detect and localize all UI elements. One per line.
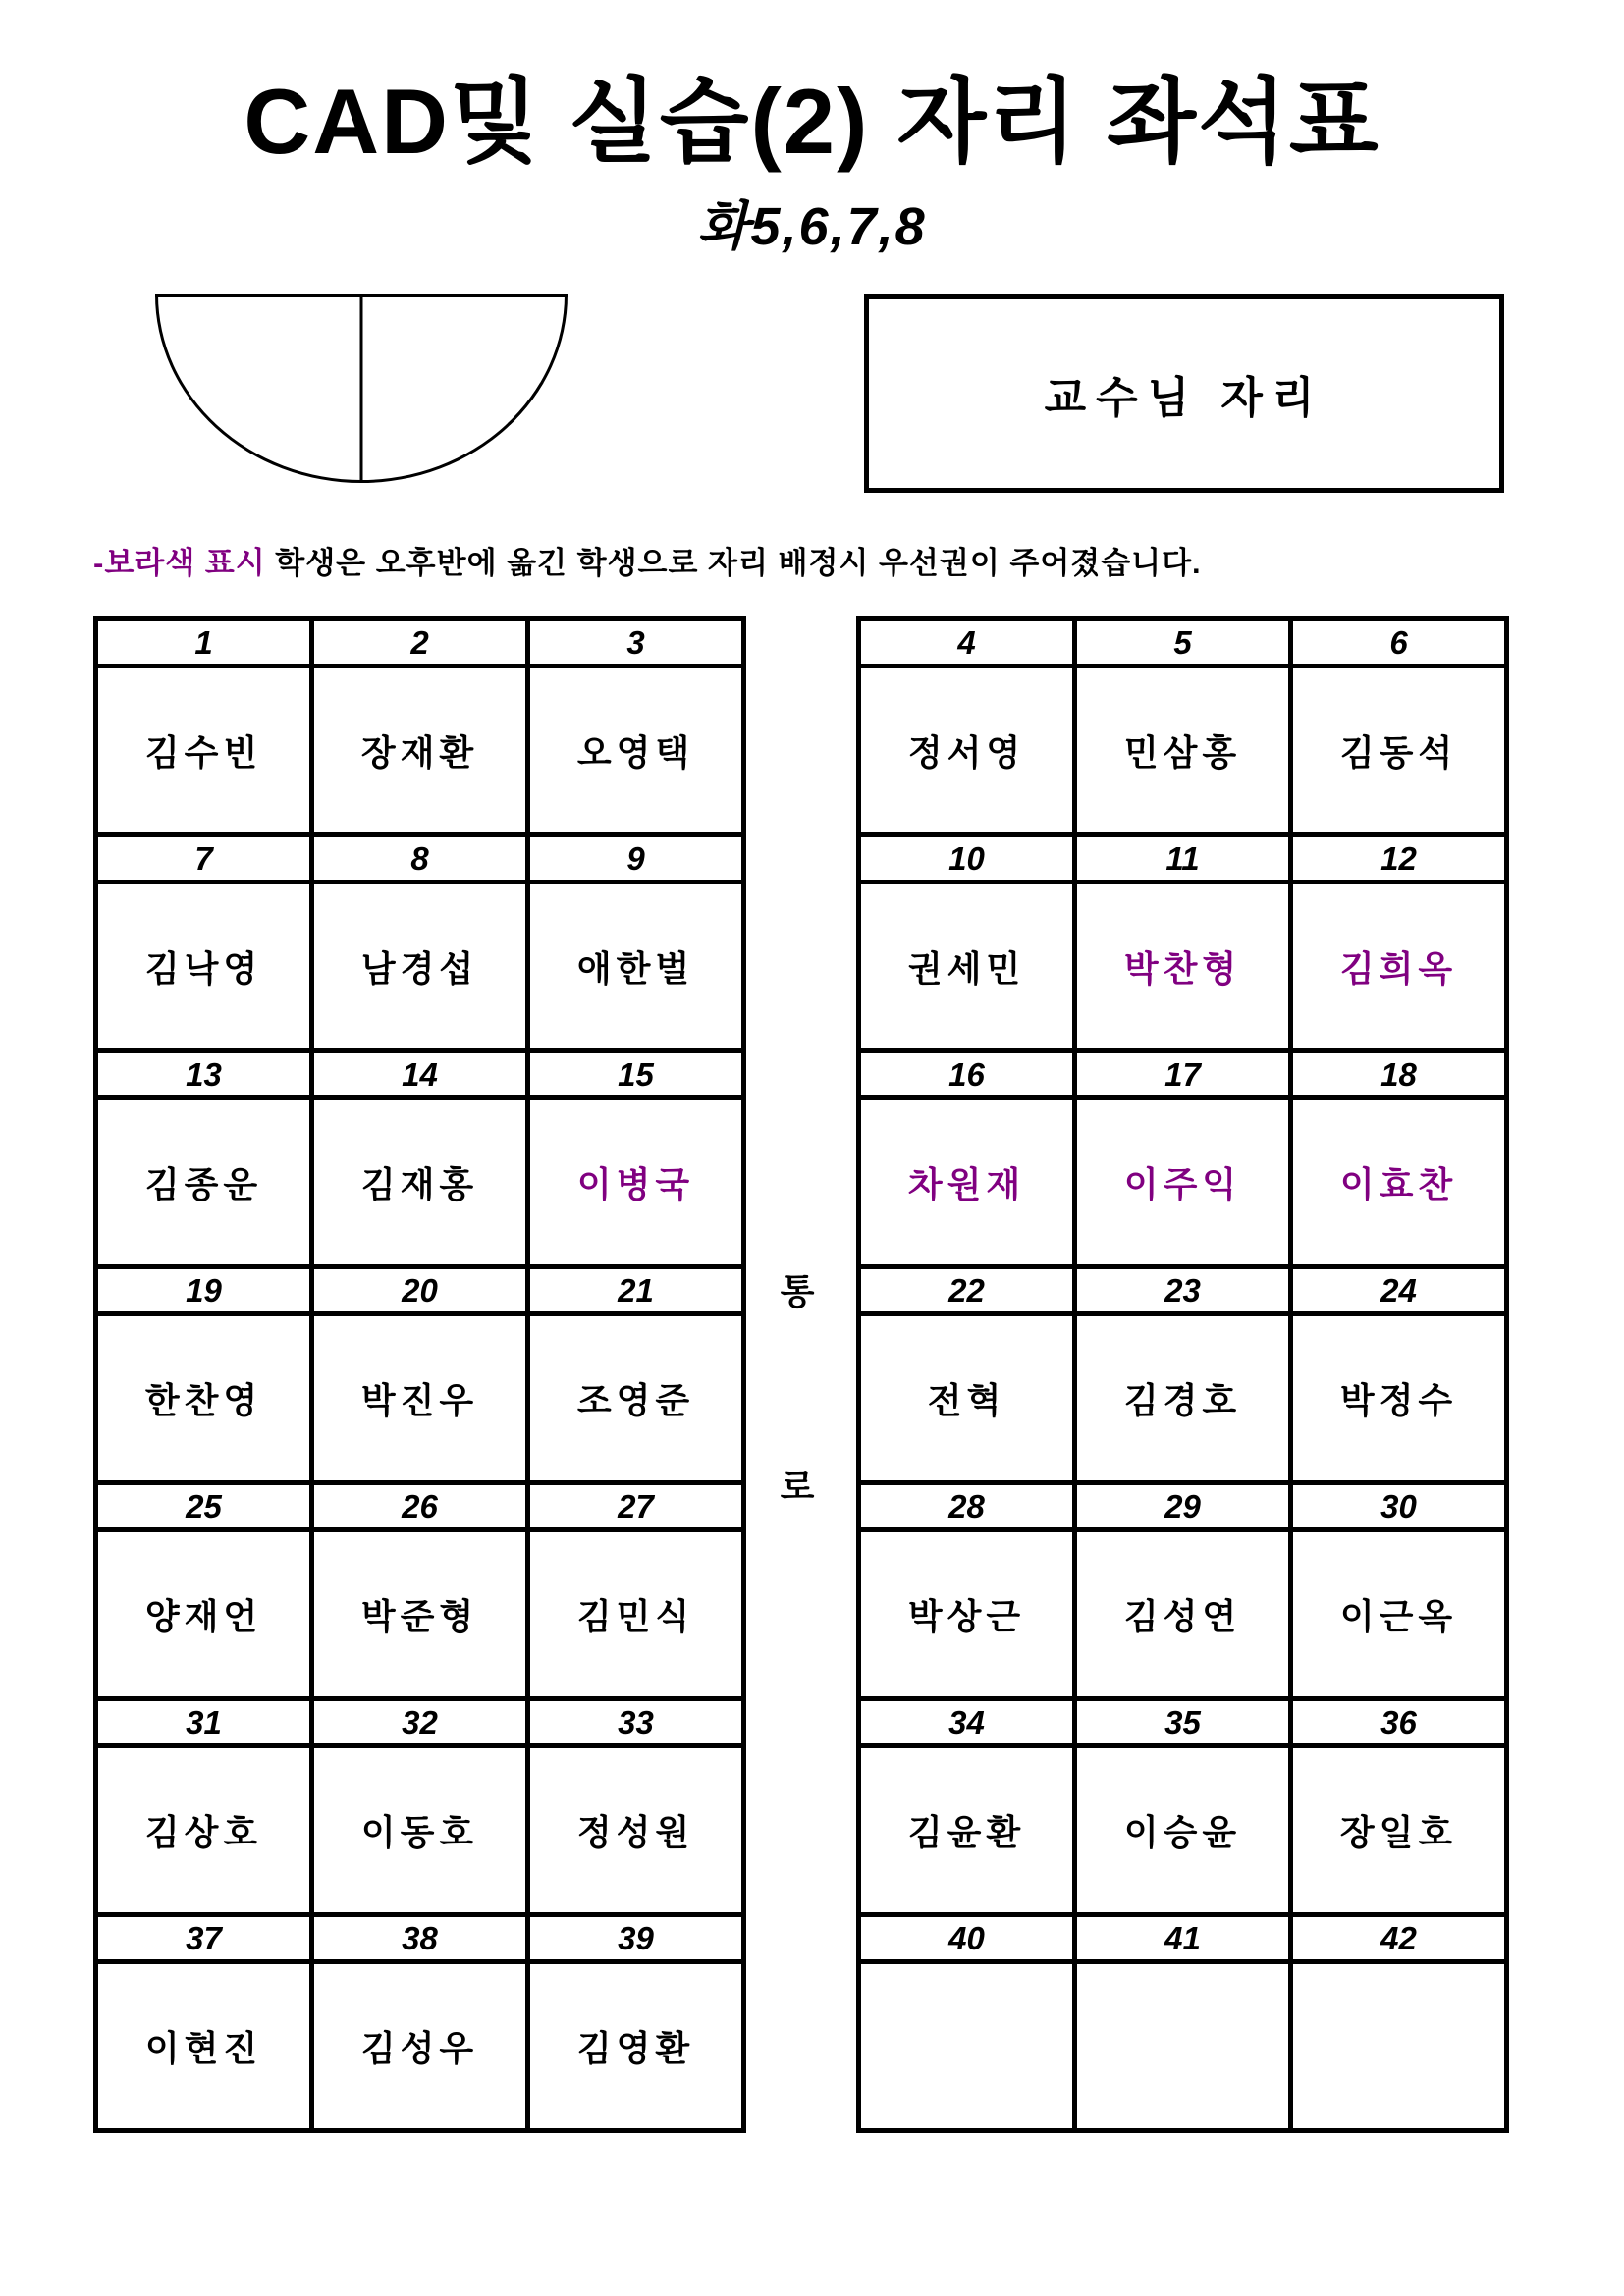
seat-number: 2 (312, 619, 528, 667)
seat-name: 이동호 (312, 1746, 528, 1915)
seat-number: 12 (1291, 835, 1507, 882)
seat-number: 13 (96, 1051, 312, 1098)
seat-number: 35 (1075, 1699, 1291, 1746)
seat-name: 김윤환 (859, 1746, 1075, 1915)
seat-grid-left (93, 616, 746, 2133)
seat-name: 김동석 (1291, 667, 1507, 835)
seat-number-row (859, 1699, 1507, 1746)
seat-number: 23 (1075, 1267, 1291, 1314)
seat-name: 박준형 (312, 1530, 528, 1699)
seat-name-row (859, 1098, 1507, 1267)
seat-number-row (96, 1267, 744, 1314)
seat-number: 39 (528, 1915, 744, 1962)
seat-name-row (96, 1746, 744, 1915)
seat-number-row (859, 835, 1507, 882)
seat-name-row (96, 1962, 744, 2131)
seat-name: 김수빈 (96, 667, 312, 835)
seat-name-row (96, 1098, 744, 1267)
seat-number-row (859, 1267, 1507, 1314)
seat-name: 이병국 (528, 1098, 744, 1267)
seat-name: 조영준 (528, 1314, 744, 1483)
seat-name: 한찬영 (96, 1314, 312, 1483)
seat-number-row (96, 835, 744, 882)
seat-number-row (859, 1483, 1507, 1530)
seat-name: 장일호 (1291, 1746, 1507, 1915)
seat-number: 5 (1075, 619, 1291, 667)
seat-name: 김낙영 (96, 882, 312, 1051)
seat-name: 박찬형 (1075, 882, 1291, 1051)
seat-name: 남경섭 (312, 882, 528, 1051)
seat-number: 19 (96, 1267, 312, 1314)
seat-number-row (96, 1483, 744, 1530)
seat-grid-right (856, 616, 1509, 2133)
seat-number: 40 (859, 1915, 1075, 1962)
seat-name-row (859, 1962, 1507, 2131)
seat-number: 6 (1291, 619, 1507, 667)
seat-name: 박진우 (312, 1314, 528, 1483)
seat-name: 정성원 (528, 1746, 744, 1915)
seat-number: 22 (859, 1267, 1075, 1314)
seat-number: 41 (1075, 1915, 1291, 1962)
seat-number: 3 (528, 619, 744, 667)
seat-number: 37 (96, 1915, 312, 1962)
seat-number: 27 (528, 1483, 744, 1530)
seat-name: 이근옥 (1291, 1530, 1507, 1699)
seat-name: 정서영 (859, 667, 1075, 835)
professor-seat-box (864, 294, 1504, 493)
seat-number: 30 (1291, 1483, 1507, 1530)
seat-number-row (96, 1915, 744, 1962)
seat-name: 장재환 (312, 667, 528, 835)
seat-name: 김상호 (96, 1746, 312, 1915)
seat-number: 34 (859, 1699, 1075, 1746)
seat-number: 4 (859, 619, 1075, 667)
seat-number: 32 (312, 1699, 528, 1746)
seat-number: 29 (1075, 1483, 1291, 1530)
seat-name-row (96, 1530, 744, 1699)
seat-name-row (859, 667, 1507, 835)
aisle-char-bottom: 로 (780, 1467, 815, 1507)
seat-number: 7 (96, 835, 312, 882)
seat-name: 김종운 (96, 1098, 312, 1267)
seat-name: 김성우 (312, 1962, 528, 2131)
seat-name: 애한벌 (528, 882, 744, 1051)
seat-name-row (96, 667, 744, 835)
seat-number: 28 (859, 1483, 1075, 1530)
seat-number: 38 (312, 1915, 528, 1962)
seat-number-row (96, 1051, 744, 1098)
seat-name-row (96, 882, 744, 1051)
aisle-char-top: 통 (780, 1271, 815, 1311)
seat-number: 16 (859, 1051, 1075, 1098)
seat-name: 김성연 (1075, 1530, 1291, 1699)
seat-name: 양재언 (96, 1530, 312, 1699)
seat-name: 차원재 (859, 1098, 1075, 1267)
seat-number: 11 (1075, 835, 1291, 882)
legend-note-highlight: -보라색 표시 (93, 546, 266, 580)
legend-note (93, 538, 1202, 582)
seat-name: 오영택 (528, 667, 744, 835)
lectern-divider-line (360, 297, 363, 480)
seat-number-row (859, 1051, 1507, 1098)
seat-name (1291, 1962, 1507, 2131)
page-subtitle: 화5,6,7,8 (697, 197, 927, 256)
seat-name-row (96, 1314, 744, 1483)
seat-number: 17 (1075, 1051, 1291, 1098)
lectern-shape (155, 294, 568, 483)
seat-name-row (859, 1746, 1507, 1915)
seat-number-row (859, 619, 1507, 667)
seat-number: 9 (528, 835, 744, 882)
seat-number: 42 (1291, 1915, 1507, 1962)
seat-name (859, 1962, 1075, 2131)
seat-name: 박상근 (859, 1530, 1075, 1699)
seat-number: 24 (1291, 1267, 1507, 1314)
seat-name: 김희옥 (1291, 882, 1507, 1051)
seat-number-row (96, 619, 744, 667)
seat-number: 20 (312, 1267, 528, 1314)
seat-name: 이현진 (96, 1962, 312, 2131)
seat-number: 33 (528, 1699, 744, 1746)
seat-name: 전혁 (859, 1314, 1075, 1483)
page-title: CAD및 실습(2) 자리 좌석표 (244, 70, 1380, 173)
seat-number: 21 (528, 1267, 744, 1314)
seat-number: 25 (96, 1483, 312, 1530)
seat-number: 18 (1291, 1051, 1507, 1098)
seat-name: 박정수 (1291, 1314, 1507, 1483)
legend-note-text: 학생은 오후반에 옮긴 학생으로 자리 배정시 우선권이 주어졌습니다. (265, 546, 1202, 580)
seat-name: 김영환 (528, 1962, 744, 2131)
seat-name-row (859, 1530, 1507, 1699)
seat-number-row (96, 1699, 744, 1746)
seat-number: 8 (312, 835, 528, 882)
seat-name (1075, 1962, 1291, 2131)
seat-number: 26 (312, 1483, 528, 1530)
seat-number-row (859, 1915, 1507, 1962)
seat-name-row (859, 882, 1507, 1051)
aisle-label (776, 1264, 819, 1510)
seat-name: 김재홍 (312, 1098, 528, 1267)
seat-number: 15 (528, 1051, 744, 1098)
seat-number: 1 (96, 619, 312, 667)
seat-name: 권세민 (859, 882, 1075, 1051)
professor-seat-label: 교수님 자리 (1044, 374, 1325, 422)
seat-name: 이주익 (1075, 1098, 1291, 1267)
seat-number: 14 (312, 1051, 528, 1098)
seat-name: 김경호 (1075, 1314, 1291, 1483)
seat-name-row (859, 1314, 1507, 1483)
seat-number: 36 (1291, 1699, 1507, 1746)
seat-name: 민삼홍 (1075, 667, 1291, 835)
seat-number: 31 (96, 1699, 312, 1746)
seat-name: 김민식 (528, 1530, 744, 1699)
seat-name: 이효찬 (1291, 1098, 1507, 1267)
seat-name: 이승윤 (1075, 1746, 1291, 1915)
seat-number: 10 (859, 835, 1075, 882)
